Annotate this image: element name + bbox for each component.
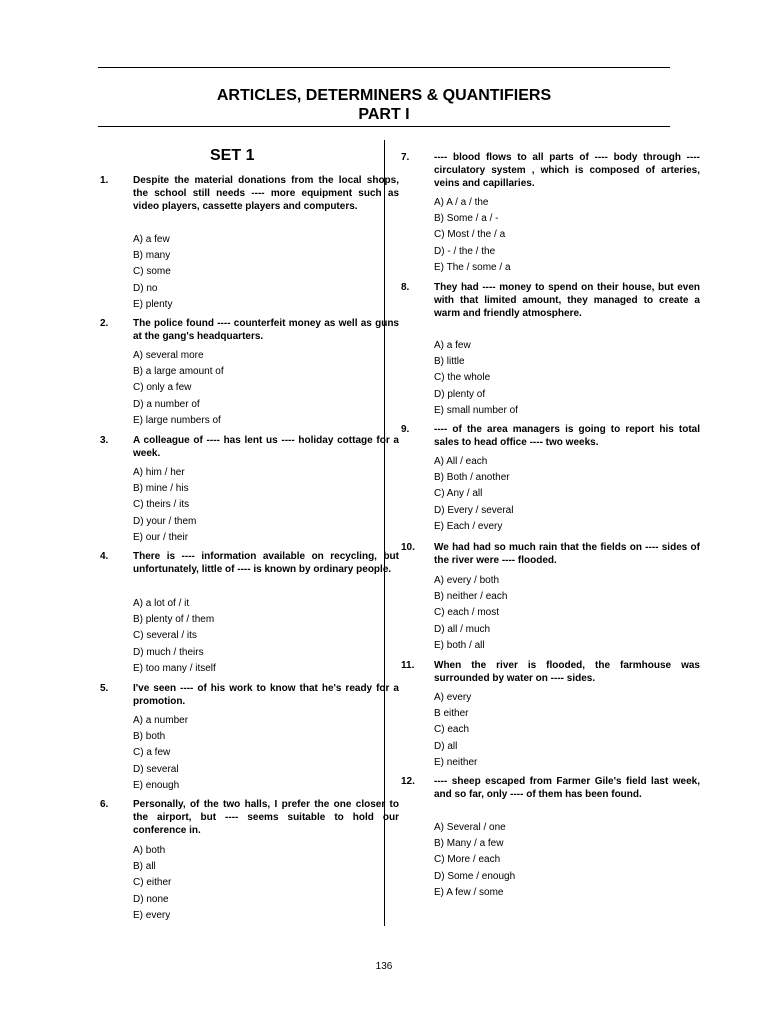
answer-option-d[interactable]: D) none xyxy=(133,893,169,905)
answer-options xyxy=(133,232,172,313)
answer-option-e[interactable]: E) Each / every xyxy=(434,520,503,532)
answer-option-c[interactable]: C) Any / all xyxy=(434,488,483,500)
answer-option-e[interactable]: E) every xyxy=(133,909,171,921)
question-number: 2. xyxy=(100,318,109,329)
answer-option-c[interactable]: C) only a few xyxy=(133,382,192,394)
answer-option-d[interactable]: D) no xyxy=(133,282,158,294)
question-number: 3. xyxy=(100,435,109,446)
answer-options xyxy=(434,690,477,771)
page-subtitle: PART I xyxy=(358,106,410,123)
question-number: 10. xyxy=(401,542,415,553)
answer-option-e[interactable]: E) small number of xyxy=(434,404,518,416)
answer-option-b[interactable]: B) Many / a few xyxy=(434,838,504,850)
answer-option-a[interactable]: A) a lot of / it xyxy=(133,598,190,609)
answer-option-b[interactable]: B) a large amount of xyxy=(133,366,224,378)
question-number: 4. xyxy=(100,551,109,562)
answer-options xyxy=(133,713,188,794)
question-number: 6. xyxy=(100,799,109,810)
answer-option-b[interactable]: B) both xyxy=(133,731,166,743)
question-text: I've seen ---- of his work to know that he's ready for a promotion. xyxy=(133,683,399,707)
answer-option-c[interactable]: C) each xyxy=(434,724,470,736)
top-rule xyxy=(98,67,670,68)
question-number: 8. xyxy=(401,282,410,293)
answer-option-a[interactable]: A) him / her xyxy=(133,467,185,478)
question-text: When the river is flooded, the farmhouse was surrounded by water on ---- sides. xyxy=(434,660,700,684)
title-rule xyxy=(98,126,670,127)
question-number: 1. xyxy=(100,175,109,186)
answer-option-b[interactable]: B) Both / another xyxy=(434,472,510,484)
answer-option-b[interactable]: B) all xyxy=(133,861,156,873)
answer-option-a[interactable]: A) every / both xyxy=(434,575,500,586)
answer-option-a[interactable]: A) several more xyxy=(133,350,204,361)
answer-option-c[interactable]: C) some xyxy=(133,266,171,278)
answer-option-c[interactable]: C) several / its xyxy=(133,630,197,642)
answer-option-e[interactable]: E) too many / itself xyxy=(133,662,216,674)
page-number: 136 xyxy=(375,961,393,972)
answer-options xyxy=(434,338,518,419)
answer-option-d[interactable]: D) plenty of xyxy=(434,388,486,400)
answer-option-d[interactable]: D) Every / several xyxy=(434,504,514,516)
answer-option-c[interactable]: C) each / most xyxy=(434,607,500,619)
question-text: They had ---- money to spend on their house, but even with that limited amount, they managed to create a warm and friendly atmosphere. xyxy=(434,282,700,319)
answer-option-c[interactable]: C) More / each xyxy=(434,854,501,866)
answer-options xyxy=(434,820,515,901)
question-number: 12. xyxy=(401,776,415,787)
answer-option-e[interactable]: E) plenty xyxy=(133,298,173,310)
question-number: 7. xyxy=(401,152,410,163)
answer-options xyxy=(133,596,216,677)
answer-option-b[interactable]: B) many xyxy=(133,250,171,262)
answer-options xyxy=(434,573,507,654)
answer-option-d[interactable]: D) Some / enough xyxy=(434,870,516,882)
answer-option-c[interactable]: C) theirs / its xyxy=(133,499,190,511)
answer-option-e[interactable]: E) neither xyxy=(434,756,478,768)
answer-options xyxy=(133,465,196,546)
answer-options xyxy=(434,454,513,535)
page-title: ARTICLES, DETERMINERS & QUANTIFIERS xyxy=(216,87,552,104)
answer-option-a[interactable]: A) a few xyxy=(434,340,471,351)
answer-option-c[interactable]: C) the whole xyxy=(434,372,491,384)
answer-option-a[interactable]: A) a few xyxy=(133,234,170,245)
answer-option-e[interactable]: E) A few / some xyxy=(434,886,504,898)
answer-option-a[interactable]: A) Several / one xyxy=(434,822,506,833)
answer-option-b[interactable]: B) plenty of / them xyxy=(133,614,215,626)
answer-option-d[interactable]: D) your / them xyxy=(133,515,197,527)
answer-option-d[interactable]: D) - / the / the xyxy=(434,245,496,257)
question-number: 9. xyxy=(401,424,410,435)
answer-options xyxy=(434,195,511,276)
question-text: Personally, of the two halls, I prefer the one closer to the airport, but ---- seems suitable to hold our conference in. xyxy=(133,799,399,836)
question-number: 11. xyxy=(401,660,415,671)
answer-options xyxy=(133,348,224,429)
question-number: 5. xyxy=(100,683,109,694)
answer-option-e[interactable]: E) The / some / a xyxy=(434,261,511,273)
answer-option-a[interactable]: A) A / a / the xyxy=(434,197,489,208)
answer-option-b[interactable]: B either xyxy=(434,708,469,720)
answer-option-d[interactable]: D) a number of xyxy=(133,398,200,410)
answer-option-a[interactable]: A) a number xyxy=(133,715,189,726)
answer-option-d[interactable]: D) several xyxy=(133,763,179,775)
answer-option-c[interactable]: C) a few xyxy=(133,747,171,759)
answer-option-b[interactable]: B) mine / his xyxy=(133,483,189,495)
set-heading: SET 1 xyxy=(210,147,255,164)
answer-option-b[interactable]: B) Some / a / - xyxy=(434,213,499,225)
answer-option-a[interactable]: A) All / each xyxy=(434,456,488,467)
answer-option-b[interactable]: B) little xyxy=(434,356,465,368)
question-text: ---- of the area managers is going to report his total sales to head office ---- two weeks. xyxy=(434,424,700,448)
answer-option-d[interactable]: D) much / theirs xyxy=(133,646,204,658)
answer-option-d[interactable]: D) all xyxy=(434,740,458,752)
answer-option-e[interactable]: E) large numbers of xyxy=(133,414,221,426)
answer-option-e[interactable]: E) enough xyxy=(133,779,180,791)
answer-option-e[interactable]: E) our / their xyxy=(133,531,189,543)
question-text: There is ---- information available on recycling, but unfortunately, little of ---- is known by ordinary people. xyxy=(133,551,399,575)
answer-option-e[interactable]: E) both / all xyxy=(434,639,485,651)
answer-option-a[interactable]: A) every xyxy=(434,692,472,703)
answer-option-a[interactable]: A) both xyxy=(133,845,166,856)
answer-option-c[interactable]: C) either xyxy=(133,877,172,889)
question-text: A colleague of ---- has lent us ---- holiday cottage for a week. xyxy=(133,435,399,459)
answer-options xyxy=(133,843,171,924)
answer-option-b[interactable]: B) neither / each xyxy=(434,591,508,603)
question-text: ---- blood flows to all parts of ---- body through ---- circulatory system , which is composed of arteries, veins and capillaries. xyxy=(434,152,700,189)
question-text: We had had so much rain that the fields on ---- sides of the river were ---- flooded. xyxy=(434,542,700,566)
question-text: Despite the material donations from the local shops, the school still needs ---- more equipment such as video players, cassette players and computers. xyxy=(133,175,399,212)
answer-option-d[interactable]: D) all / much xyxy=(434,623,491,635)
answer-option-c[interactable]: C) Most / the / a xyxy=(434,229,506,241)
question-text: ---- sheep escaped from Farmer Gile's field last week, and so far, only ---- of them has been found. xyxy=(434,776,700,800)
question-text: The police found ---- counterfeit money as well as guns at the gang's headquarters. xyxy=(133,318,399,342)
